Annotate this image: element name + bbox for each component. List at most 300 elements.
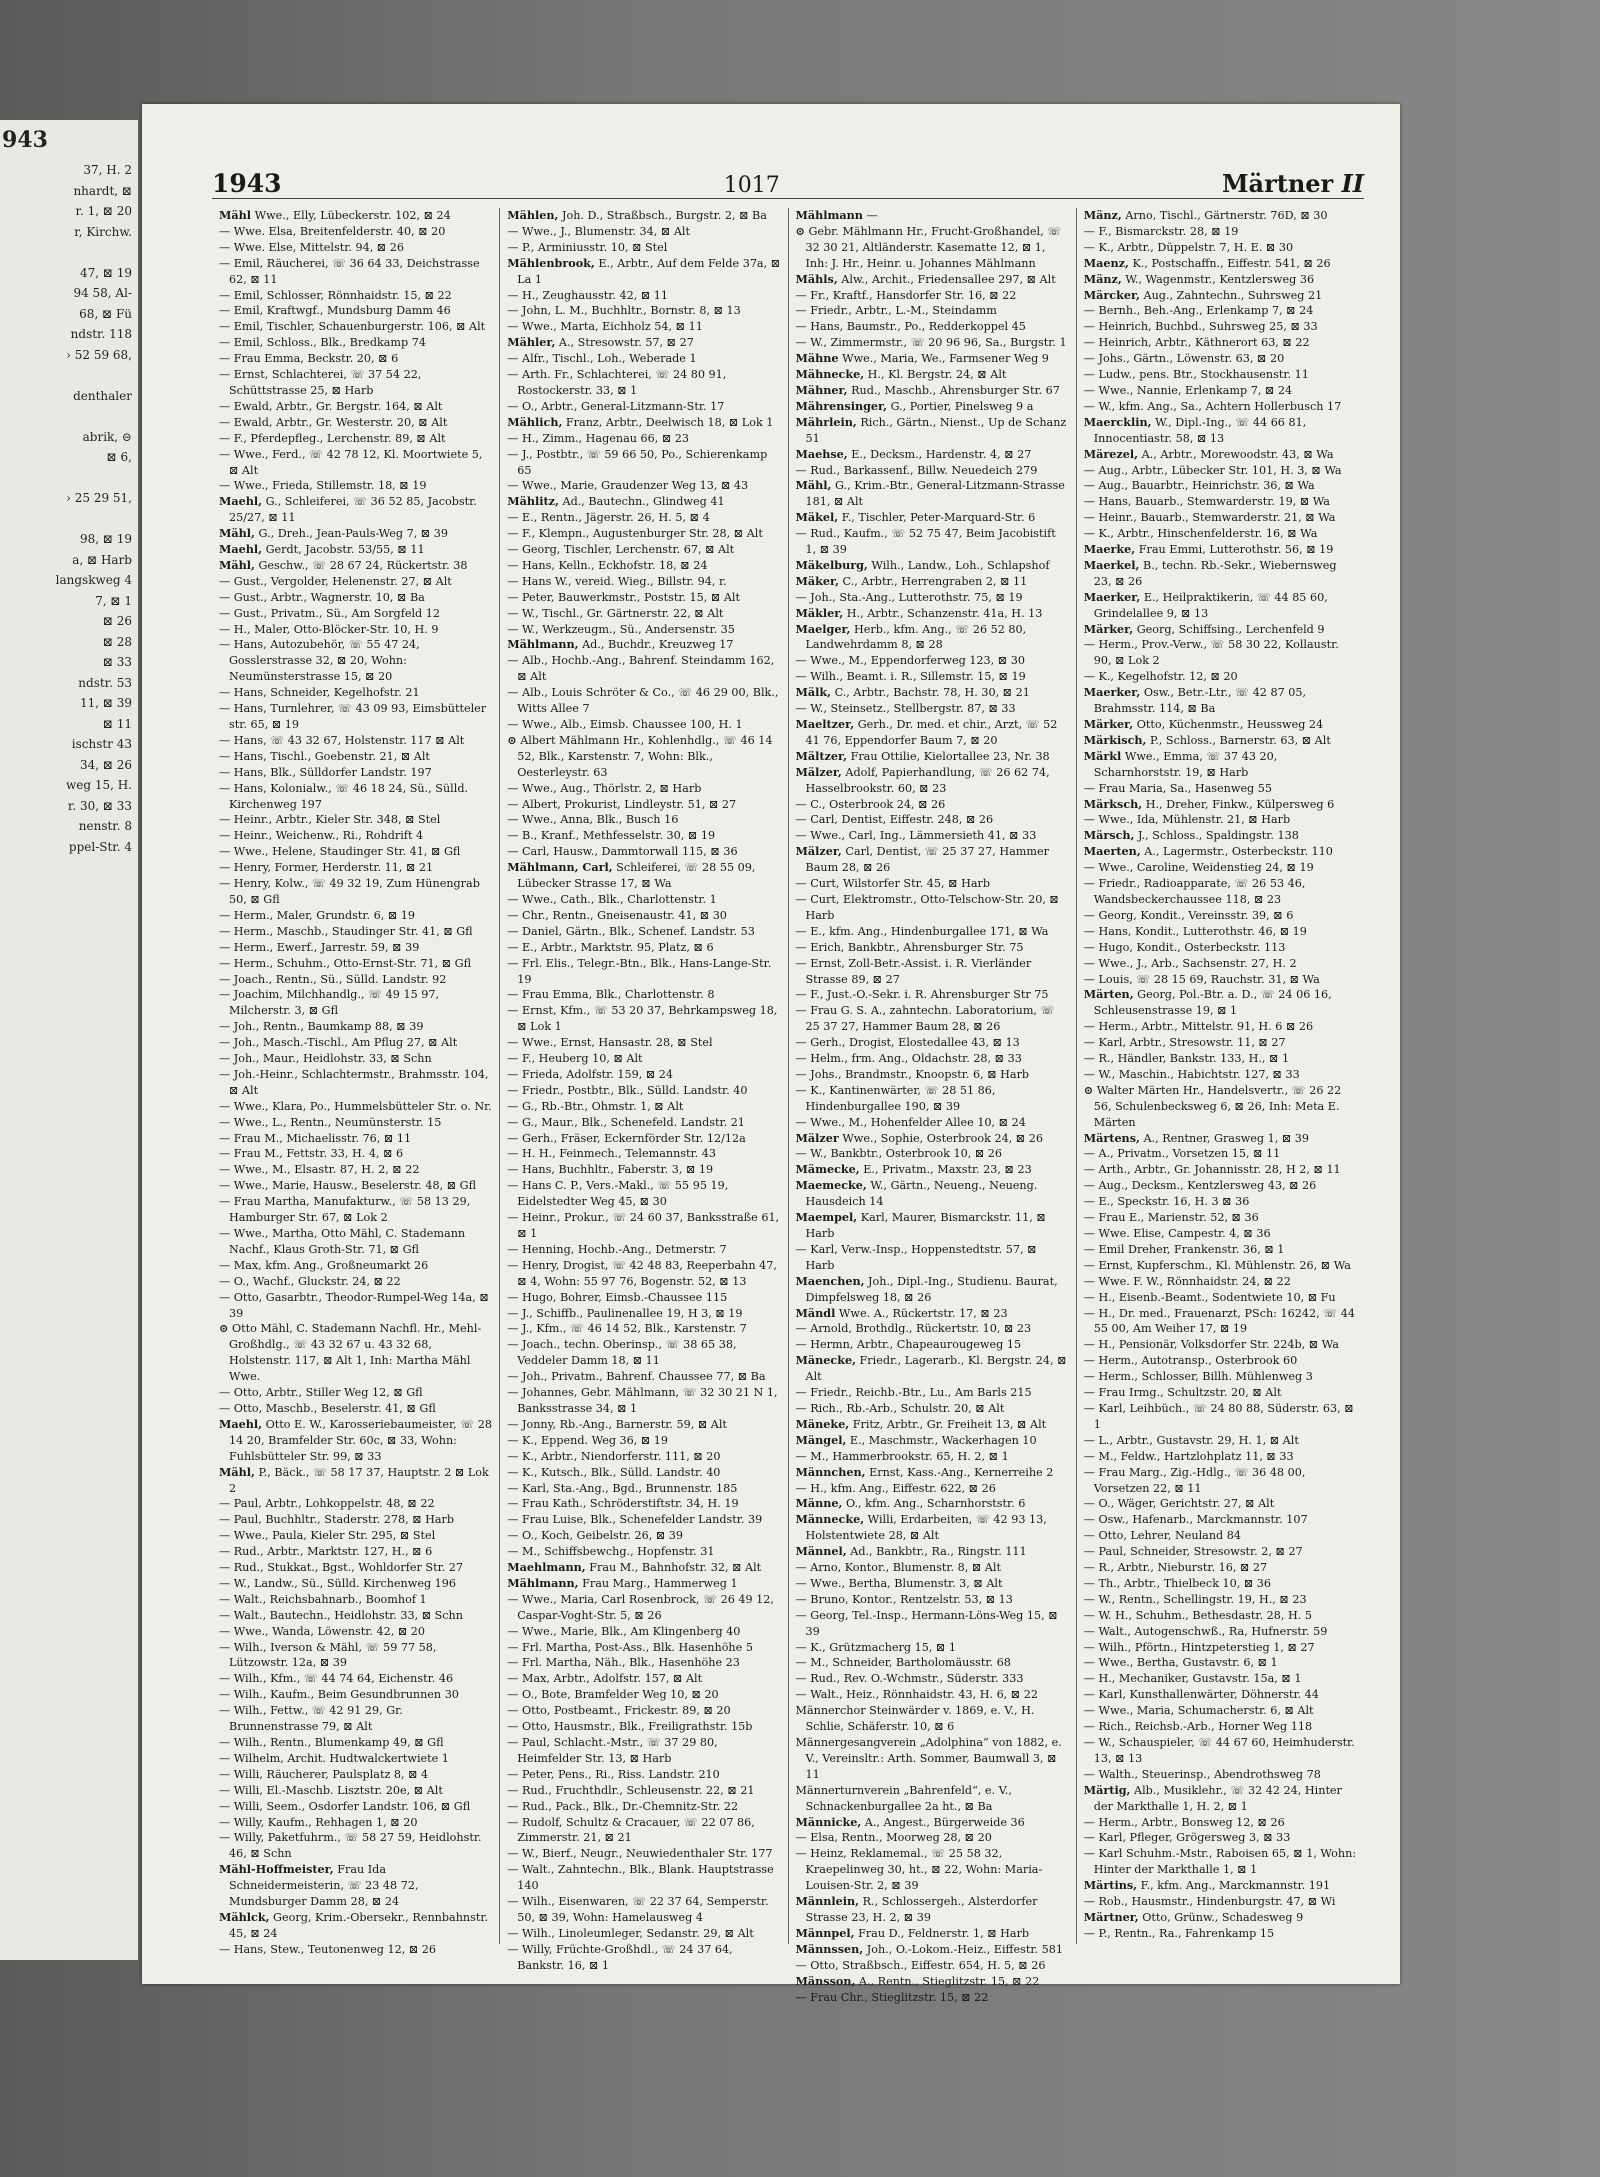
entry-text: — Heinr., Bauarb., Stemwarderstr. 21, ⊠ Wa [1083,511,1336,525]
entry-text: — Chr., Rentn., Gneisenaustr. 41, ⊠ 30 [507,908,727,922]
entry-text: — Hugo, Kondit., Osterbeckstr. 113 [1083,940,1286,954]
entry-text: — Hans, ☏ 43 32 67, Holstenstr. 117 ⊠ Alt [219,733,465,747]
directory-entry [1084,1703,1357,1719]
entry-text: — Wwe., L., Rentn., Neumünsterstr. 15 [219,1115,442,1129]
entry-text: — Frau M., Michaelisstr. 76, ⊠ 11 [219,1131,412,1145]
directory-entry [1084,812,1357,828]
directory-entry [1084,1146,1357,1162]
entry-text: — W., Zimmermstr., ☏ 20 96 96, Sa., Burgstr. 1 [795,336,1067,350]
entry-text: — Emil, Tischler, Schauenburgerstr. 106, ⊠ Alt [219,320,486,334]
directory-entry [1084,876,1357,908]
directory-entry [796,335,1069,351]
directory-entry [507,351,780,367]
entry-surname: Mäkelburg, [795,557,868,572]
directory-entry [219,1465,492,1497]
directory-entry [507,1003,780,1035]
entry-text: — Georg, Tischler, Lerchenstr. 67, ⊠ Alt [507,543,735,557]
entry-text: — M., Feldw., Hartzlohplatz 11, ⊠ 33 [1083,1449,1294,1463]
entry-text: — Osw., Hafenarb., Marckmannstr. 107 [1083,1513,1308,1527]
directory-entry [219,335,492,351]
entry-surname: Märcker, [1083,287,1140,302]
fragment-line: abrik, ⊝ [82,429,132,444]
entry-text: A., Arbtr., Morewoodstr. 43, ⊠ Wa [1141,447,1334,461]
directory-entry [507,908,780,924]
fragment-line [0,468,138,489]
directory-entry [507,1115,780,1131]
entry-text: Wwe., Emma, ☏ 37 43 20, Scharnhorststr. 19, ⊠ Harb [1093,749,1278,779]
entry-text: Otto E. W., Karosseriebaumeister, ☏ 28 14 20, Bramfelder Str. 60c, ⊠ 33, Wohn: Fuhlsbütteler Str. 99, ⊠ 33 [229,1417,493,1463]
entry-text: Karl, Maurer, Bismarckstr. 11, ⊠ Harb [805,1211,1046,1240]
directory-entry [1084,1385,1357,1401]
entry-text: — Herm., Autotransp., Osterbrook 60 [1083,1354,1298,1368]
entry-text: — Gust., Privatm., Sü., Am Sorgfeld 12 [219,606,440,620]
directory-entry [796,1735,1069,1783]
entry-text: — L., Arbtr., Gustavstr. 29, H. 1, ⊠ Alt [1083,1433,1299,1447]
entry-text: Frau Emmi, Lutterothstr. 56, ⊠ 19 [1138,543,1334,557]
entry-text: Aug., Zahntechn., Suhrsweg 21 [1143,288,1323,302]
entry-text: — Frl. Martha, Post-Ass., Blk. Hasenhöhe 5 [507,1640,753,1654]
directory-entry [507,1640,780,1656]
directory-entry [219,240,492,256]
directory-entry [796,272,1069,288]
entry-text: — Emil Dreher, Frankenstr. 36, ⊠ 1 [1083,1242,1285,1256]
entry-surname: Mähnecke, [795,367,865,382]
directory-entry [507,1385,780,1417]
entry-text: — Wilh., Eisenwaren, ☏ 22 37 64, Semperstr. 50, ⊠ 39, Wohn: Hamelausweg 4 [507,1895,769,1924]
entry-text: — Ernst, Zoll-Betr.-Assist. i. R. Vierländer Strasse 89, ⊠ 27 [795,956,1032,986]
directory-entry [219,399,492,415]
directory-entry [507,1512,780,1528]
directory-entry [507,256,780,288]
fragment-line: ⊠ 11 [102,716,132,731]
entry-text: C., Arbtr., Herrengraben 2, ⊠ 11 [842,574,1028,588]
entry-text: — Otto, Gasarbtr., Theodor-Rumpel-Weg 14a, ⊠ 39 [219,1290,489,1320]
directory-entry [219,844,492,860]
entry-text: — Otto, Maschb., Beselerstr. 41, ⊠ Gfl [219,1401,436,1415]
directory-entry [796,383,1069,399]
directory-entry [219,1099,492,1115]
entry-text: — Karl, Sta.-Ang., Bgd., Brunnenstr. 185 [507,1481,738,1495]
entry-text: — Rud., Kaufm., ☏ 52 75 47, Beim Jacobistift 1, ⊠ 39 [795,527,1056,557]
entry-text: Otto, Grünw., Schadesweg 9 [1142,1910,1304,1924]
entry-text: Gerdt, Jacobstr. 53/55, ⊠ 11 [265,543,425,557]
running-name: Märtner [1221,169,1334,198]
directory-entry [796,1051,1069,1067]
entry-text: Friedr., Lagerarb., Kl. Bergstr. 24, ⊠ Alt [805,1354,1067,1384]
directory-entry [219,972,492,988]
directory-entry [507,1433,780,1449]
entry-surname: Männpel, [795,1925,855,1940]
fragment-line: ⊠ 26 [102,614,132,628]
directory-entry [796,1481,1069,1497]
entry-surname: Märkl [1083,748,1122,763]
directory-entry [796,669,1069,685]
entry-text: Georg, Schiffsing., Lerchenfeld 9 [1136,622,1325,636]
directory-entry [1084,1449,1357,1465]
entry-text: — Hans, Kondit., Lutterothstr. 46, ⊠ 19 [1083,924,1307,938]
directory-entry [219,1115,492,1131]
directory-entry [219,303,492,319]
directory-entry [1084,1083,1357,1131]
entry-text: — Joh., Sta.-Ang., Lutterothstr. 75, ⊠ 19 [795,590,1023,604]
directory-entry [1084,1051,1357,1067]
entry-text: Wwe., Elly, Lübeckerstr. 102, ⊠ 24 [254,209,451,222]
directory-entry [507,240,780,256]
directory-entry [219,1496,492,1512]
fragment-line: ndstr. 118 [70,327,132,341]
entry-text: — Wwe., Marie, Graudenzer Weg 13, ⊠ 43 [507,479,749,493]
entry-text: — Wwe., Nannie, Erlenkamp 7, ⊠ 24 [1083,383,1293,397]
entry-text: — K., Kutsch., Blk., Sülld. Landstr. 40 [507,1465,721,1479]
directory-entry [507,1083,780,1099]
entry-text: E., Privatm., Maxstr. 23, ⊠ 23 [863,1163,1032,1177]
directory-entry [796,1640,1069,1656]
entry-text: — Paul, Buchhltr., Staderstr. 278, ⊠ Harb [219,1513,455,1527]
entry-text: — Otto, Straßbsch., Eiffestr. 654, H. 5, ⊠ 26 [795,1958,1046,1972]
entry-text: — Wwe., Carl, Ing., Lämmersieth 41, ⊠ 33 [795,829,1037,843]
entry-surname: Mähl, [219,1464,255,1479]
directory-entry [507,1862,780,1894]
entry-surname: Mältzer, [795,748,847,763]
directory-entry [219,1910,492,1942]
directory-entry [796,940,1069,956]
directory-entry [507,1942,780,1974]
entry-surname: Mänz, [1083,208,1122,222]
directory-entry [507,1465,780,1481]
directory-entry [507,924,780,940]
entry-surname: Männssen, [795,1941,864,1956]
entry-text: Männergesangverein „Adolphina“ von 1882, e. V., Vereinsltr.: Arth. Sommer, Baumwall 3, ⊠ 11 [795,1736,1062,1781]
directory-entry [1084,797,1357,813]
directory-entry [219,590,492,606]
entry-surname: Mählmann [795,208,863,222]
directory-entry [1084,1926,1357,1942]
entry-surname: Maerkel, [1083,557,1140,572]
entry-text: — Daniel, Gärtn., Blk., Schenef. Landstr. 53 [507,924,755,938]
directory-entry [219,940,492,956]
directory-entry [1084,478,1357,494]
entry-surname: Mähl, [219,557,255,572]
column-3 [789,208,1077,2004]
entry-text: — Frau Chr., Stieglitzstr. 15, ⊠ 22 [795,1990,989,2004]
previous-page-lines [0,160,138,857]
directory-entry [1084,1894,1357,1910]
directory-entry [1084,1560,1357,1576]
entry-text: — Karl, Pfleger, Grögersweg 3, ⊠ 33 [1083,1831,1291,1845]
directory-entry [1084,351,1357,367]
directory-entry [1084,383,1357,399]
entry-text: — Walt., Reichsbahnarb., Boomhof 1 [219,1592,427,1606]
directory-entry [219,1703,492,1735]
directory-entry [1084,558,1357,590]
entry-text: — H., Zimm., Hagenau 66, ⊠ 23 [507,431,690,445]
directory-entry [219,1592,492,1608]
directory-entry [1084,1719,1357,1735]
directory-entry [507,1481,780,1497]
directory-entry [507,1799,780,1815]
directory-entry [219,447,492,479]
entry-text: — Herm., Schlosser, Billh. Mühlenweg 3 [1083,1370,1313,1384]
entry-surname: Maemecke, [795,1178,867,1193]
directory-entry [796,1592,1069,1608]
directory-entry [1084,1592,1357,1608]
entry-text: Ad., Buchdr., Kreuzweg 17 [582,638,734,652]
directory-entry [1084,1465,1357,1497]
entry-text: — Willy, Kaufm., Rehhagen 1, ⊠ 20 [219,1815,418,1829]
entry-text: — H., kfm. Ang., Eiffestr. 622, ⊠ 26 [795,1481,996,1495]
directory-entry [507,1815,780,1847]
entry-text: — Wwe., J., Arb., Sachsenstr. 27, H. 2 [1083,956,1297,970]
directory-entry [219,542,492,558]
entry-text: — Walt., Zahntechn., Blk., Blank. Hauptstrasse 140 [507,1863,774,1893]
entry-surname: Mäker, [795,573,839,588]
directory-entry [1084,399,1357,415]
entry-surname: Maeltzer, [795,717,855,731]
directory-entry [219,1258,492,1274]
entry-text: — H., Maler, Otto-Blöcker-Str. 10, H. 9 [219,622,439,636]
entry-text: — Wwe., Ferd., ☏ 42 78 12, Kl. Moortwiete 5, ⊠ Alt [219,447,483,477]
entry-text: — E., Rentn., Jägerstr. 26, H. 5, ⊠ 4 [507,511,710,525]
directory-entry [1084,319,1357,335]
directory-entry [796,399,1069,415]
directory-entry [796,1687,1069,1703]
directory-entry [507,367,780,399]
entry-text: Adolf, Papierhandlung, ☏ 26 62 74, Hasselbrookstr. 60, ⊠ 23 [805,765,1050,795]
entry-surname: Märtig, [1083,1782,1131,1797]
entry-surname: Märten, [1083,987,1134,1002]
entry-text: — W., Rentn., Schellingstr. 19, H., ⊠ 23 [1083,1592,1307,1606]
directory-entry [796,558,1069,574]
directory-entry [1084,510,1357,526]
directory-entry [796,828,1069,844]
entry-text: — Wwe., Alb., Eimsb. Chaussee 100, H. 1 [507,718,743,731]
directory-entry [507,1242,780,1258]
directory-entry [796,1974,1069,1990]
directory-entry [796,1274,1069,1306]
entry-text: Walter Märten Hr., Handelsvertr., ☏ 26 22 56, Schulenbecksweg 6, ⊠ 26, Inh: Meta E. Märten [1093,1083,1342,1129]
directory-entry [796,1655,1069,1671]
directory-entry [219,1131,492,1147]
entry-text: — Frau G. S. A., zahntechn. Laboratorium, ☏ 25 37 27, Hammer Baum 28, ⊠ 26 [795,1004,1055,1034]
entry-text: — Rich., Reichsb.-Arb., Horner Weg 118 [1083,1720,1313,1734]
directory-entry [796,924,1069,940]
directory-entry [507,1735,780,1767]
entry-text: — Joh., Masch.-Tischl., Am Pflug 27, ⊠ Alt [219,1036,458,1050]
entry-text: Ernst, Kass.-Ang., Kernerreihe 2 [869,1465,1054,1479]
entry-text: — Georg, Tel.-Insp., Hermann-Löns-Weg 15, ⊠ 39 [795,1608,1058,1638]
directory-entry [219,1544,492,1560]
directory-entry [796,1433,1069,1449]
directory-entry [1084,987,1357,1019]
entry-text: — Heinr., Weichenw., Ri., Rohdrift 4 [219,829,424,843]
directory-entry [507,637,780,653]
column-1 [212,208,500,1956]
directory-entry [1084,1337,1357,1353]
entry-surname: Mändl [795,1305,836,1320]
directory-entry [219,733,492,749]
directory-entry [1084,335,1357,351]
entry-text: C., Arbtr., Bachstr. 78, H. 30, ⊠ 21 [834,686,1030,700]
entry-text: G., Dreh., Jean-Pauls-Weg 7, ⊠ 39 [258,527,448,541]
entry-text: — R., Händler, Bankstr. 133, H., ⊠ 1 [1083,1052,1290,1066]
directory-entry [796,1783,1069,1815]
entry-text: Wilh., Landw., Loh., Schlapshof [871,558,1050,572]
directory-entry [219,1274,492,1290]
entry-surname: Maehl, [219,494,263,509]
directory-entry [796,288,1069,304]
entry-text: — G., Maur., Blk., Schenefeld. Landstr. 21 [507,1115,745,1129]
directory-entry [1084,717,1357,733]
entry-text: — Wwe., J., Blumenstr. 34, ⊠ Alt [507,224,690,238]
directory-entry [796,844,1069,876]
fragment-line: a, ⊠ Harb [72,552,132,567]
directory-entry [1084,1687,1357,1703]
entry-text: — Fr., Kraftf., Hansdorfer Str. 16, ⊠ 22 [795,288,1017,302]
directory-entry [1084,1576,1357,1592]
entry-text: — W., Landw., Sü., Sülld. Kirchenweg 196 [219,1576,457,1590]
directory-entry [1084,447,1357,463]
entry-text: — Rud., Rev. O.-Wchmstr., Süderstr. 333 [795,1672,1024,1686]
directory-entry [507,797,780,813]
entry-text: — H. H., Feinmech., Telemannstr. 43 [507,1147,717,1161]
entry-text: Männerchor Steinwärder v. 1869, e. V., H. Schlie, Schäferstr. 10, ⊠ 6 [795,1704,1035,1734]
entry-text: — Emil, Kraftwgf., Mundsburg Damm 46 [219,304,451,318]
entry-text: W., Gärtn., Neueng., Neueng. Hausdeich 14 [805,1179,1038,1209]
directory-entry [1084,908,1357,924]
entry-text: — Gust., Vergolder, Helenenstr. 27, ⊠ Alt [219,574,452,588]
entry-text: — O., Bote, Bramfelder Weg 10, ⊠ 20 [507,1688,719,1702]
entry-text: — Hans, Kolonialw., ☏ 46 18 24, Sü., Sülld. Kirchenweg 197 [219,781,469,811]
directory-entry [1084,669,1357,685]
fragment-line: 68, ⊠ Fü [79,306,132,321]
directory-entry [1084,1846,1357,1878]
entry-text: — H., Dr. med., Frauenarzt, PSch: 16242, ☏ 44 55 00, Am Weiher 17, ⊠ 19 [1083,1306,1355,1336]
entry-text: — K., Arbtr., Niendorferstr. 111, ⊠ 20 [507,1449,721,1463]
directory-entry [507,987,780,1003]
entry-text: — Rudolf, Schultz & Cracauer, ☏ 22 07 86, Zimmerstr. 21, ⊠ 21 [507,1815,755,1845]
directory-entry [507,812,780,828]
directory-entry [219,1146,492,1162]
entry-text: — Wwe., Paula, Kieler Str. 295, ⊠ Stel [219,1529,436,1543]
directory-entry [796,1067,1069,1083]
directory-entry [219,1751,492,1767]
directory-entry [796,1544,1069,1560]
directory-entry [796,1671,1069,1687]
entry-text: — O., Arbtr., General-Litzmann-Str. 17 [507,399,725,413]
entry-text: — Curt, Wilstorfer Str. 45, ⊠ Harb [795,877,991,891]
directory-entry [1084,1528,1357,1544]
entry-text: — Hans, Buchhltr., Faberstr. 3, ⊠ 19 [507,1163,714,1177]
entry-text: — Bernh., Beh.-Ang., Erlenkamp 7, ⊠ 24 [1083,304,1314,318]
entry-text: — Wwe., Marie, Hausw., Beselerstr. 48, ⊠ Gfl [219,1179,477,1193]
directory-entry [507,1290,780,1306]
directory-entry [219,828,492,844]
entry-text: — Wwe. F. W., Rönnhaidstr. 24, ⊠ 22 [1083,1274,1291,1288]
entry-surname: Mähl, [219,526,255,541]
directory-entry [219,685,492,701]
entry-text: Ad., Bautechn., Glindweg 41 [562,495,725,509]
entry-text: — Frau Luise, Blk., Schenefelder Landstr. 39 [507,1513,763,1527]
entry-text: J., Schloss., Spaldingstr. 138 [1137,829,1299,843]
directory-entry [219,1862,492,1910]
entry-text: Alb., Musiklehr., ☏ 32 42 24, Hinter der Markthalle 1, H. 2, ⊠ 1 [1093,1783,1342,1813]
entry-surname: Maerten, [1083,844,1141,859]
entry-text: — Rud., Arbtr., Marktstr. 127, H., ⊠ 6 [219,1545,433,1559]
entry-text: Frau M., Bahnhofstr. 32, ⊠ Alt [589,1561,762,1575]
entry-text: — Wwe. Elise, Campestr. 4, ⊠ 36 [1083,1227,1271,1240]
entry-text: — Hans, Baumstr., Po., Redderkoppel 45 [795,320,1026,334]
directory-entry [1084,1640,1357,1656]
entry-text: H., Arbtr., Schanzenstr. 41a, H. 13 [846,606,1043,620]
entry-text: — Peter, Bauwerkmstr., Poststr. 15, ⊠ Alt [507,590,740,604]
directory-entry [796,478,1069,510]
entry-text: — Hans, Kelln., Eckhofstr. 18, ⊠ 24 [507,558,708,572]
directory-entry [219,1226,492,1258]
entry-text: — Friedr., Postbtr., Blk., Sülld. Landstr. 40 [507,1083,748,1097]
entry-text: — Wwe. Elsa, Breitenfelderstr. 40, ⊠ 20 [219,224,446,238]
entry-surname: Märsch, [1083,828,1135,843]
directory-entry [796,685,1069,701]
page-number: 1017 [723,173,780,198]
entry-text: — Frau E., Marienstr. 52, ⊠ 36 [1083,1211,1259,1225]
entry-surname: Maerker, [1083,685,1141,700]
directory-entry [507,1544,780,1560]
directory-entry [1084,1735,1357,1767]
entry-text: Gerh., Dr. med. et chir., Arzt, ☏ 52 41 76, Eppendorfer Baum 7, ⊠ 20 [805,718,1058,747]
entry-text: — Wilh., Kaufm., Beim Gesundbrunnen 30 [219,1688,459,1702]
entry-text: — Joach., techn. Oberinsp., ☏ 38 65 38, Veddeler Damm 18, ⊠ 11 [507,1338,737,1368]
directory-entry [219,1576,492,1592]
directory-entry [1084,303,1357,319]
directory-entry [1084,940,1357,956]
entry-text: — Rud., Stukkat., Bgst., Wohldorfer Str. 27 [219,1561,464,1575]
entry-text: Schleiferei, ☏ 28 55 09, Lübecker Strasse 17, ⊠ Wa [517,861,756,891]
entry-text: Otto Mähl, C. Stademann Nachfl. Hr., Mehl-Großhdlg., ☏ 43 32 67 u. 43 32 68, Holstenstr. 117, ⊠ Alt 1, Inh: Martha Mähl Wwe. [229,1322,482,1384]
directory-entry [219,1051,492,1067]
directory-entry [507,1671,780,1687]
entry-surname: Mählich, [507,414,563,429]
column-4 [1077,208,1364,1944]
directory-entry [1084,1274,1357,1290]
directory-entry [507,685,780,717]
directory-entry [796,1146,1069,1162]
entry-text: — Ludw., pens. Btr., Stockhausenstr. 11 [1083,368,1309,382]
entry-text: Georg, Pol.-Btr. a. D., ☏ 24 06 16, Schleusenstrasse 19, ⊠ 1 [1093,988,1332,1018]
directory-entry [507,1306,780,1322]
entry-surname: Maerke, [1083,542,1136,557]
previous-page-year: 943 [2,127,48,153]
entry-surname: Mämecke, [795,1162,860,1177]
entry-surname: Maenz, [1083,255,1129,270]
entry-text: — Wilh., Linoleumleger, Sedanstr. 29, ⊠ Alt [507,1926,754,1940]
directory-entry [1084,1496,1357,1512]
entry-text: — [866,209,878,222]
directory-entry [796,876,1069,892]
directory-entry [796,987,1069,1003]
entry-surname: Mälzer, [795,844,842,859]
entry-text: — Hans, Turnlehrer, ☏ 43 09 93, Eimsbütteler str. 65, ⊠ 19 [219,702,487,731]
directory-entry [507,781,780,797]
entry-text: — Herm., Arbtr., Mittelstr. 91, H. 6 ⊠ 26 [1083,1020,1314,1034]
fragment-line: › 25 29 51, [66,491,132,505]
entry-text: — W. H., Schuhm., Bethesdastr. 28, H. 5 [1083,1608,1312,1622]
entry-surname: Märtens, [1083,1130,1140,1145]
directory-entry [507,860,780,892]
directory-entry [507,1067,780,1083]
entry-text: — H., Pensionär, Volksdorfer Str. 224b, ⊠ Wa [1083,1338,1339,1352]
directory-entry [796,797,1069,813]
directory-entry [1084,1242,1357,1258]
